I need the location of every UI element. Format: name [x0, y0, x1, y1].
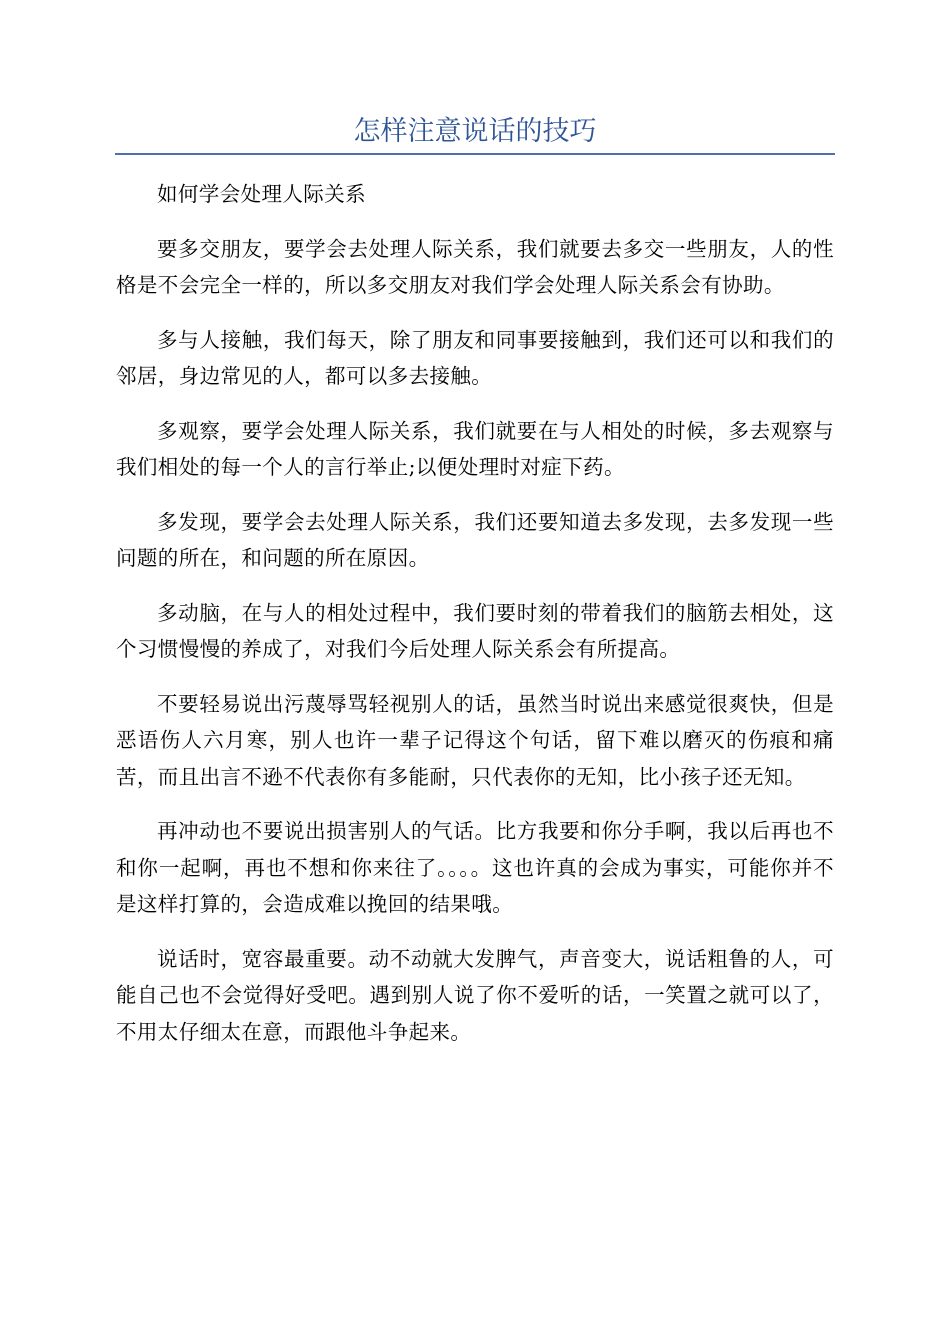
paragraph: 要多交朋友，要学会去处理人际关系，我们就要去多交一些朋友，人的性格是不会完全一样的，所以多交朋友对我们学会处理人际关系会有协助。: [116, 236, 834, 297]
paragraph: 不要轻易说出污蔑辱骂轻视别人的话，虽然当时说出来感觉很爽快，但是恶语伤人六月寒，别人也许一辈子记得这个句话，留下难以磨灭的伤痕和痛苦，而且出言不逊不代表你有多能耐，只代表你的无知，比小孩子还无知。: [116, 691, 834, 789]
paragraph: 如何学会处理人际关系: [157, 182, 366, 206]
title-underline: [115, 153, 835, 155]
paragraph: 再冲动也不要说出损害别人的气话。比方我要和你分手啊，我以后再也不和你一起啊，再也不想和你来往了。。。。这也许真的会成为事实，可能你并不是这样打算的，会造成难以挽回的结果哦。: [116, 819, 834, 916]
paragraph: 多观察，要学会处理人际关系，我们就要在与人相处的时候，多去观察与我们相处的每一个人的言行举止;以便处理时对症下药。: [116, 418, 834, 479]
paragraph: 多与人接触，我们每天，除了朋友和同事要接触到，我们还可以和我们的邻居，身边常见的人，都可以多去接触。: [116, 327, 834, 388]
document-body: [116, 176, 834, 1068]
paragraph: 多发现，要学会去处理人际关系，我们还要知道去多发现，去多发现一些问题的所在，和问题的所在原因。: [116, 509, 834, 570]
document-title: 怎样注意说话的技巧: [353, 116, 597, 147]
paragraph: 多动脑，在与人的相处过程中，我们要时刻的带着我们的脑筋去相处，这个习惯慢慢的养成了，对我们今后处理人际关系会有所提高。: [116, 600, 834, 661]
paragraph: 说话时，宽容最重要。动不动就大发脾气，声音变大，说话粗鲁的人，可能自己也不会觉得好受吧。遇到别人说了你不爱听的话，一笑置之就可以了，不用太仔细太在意，而跟他斗争起来。: [116, 946, 834, 1044]
